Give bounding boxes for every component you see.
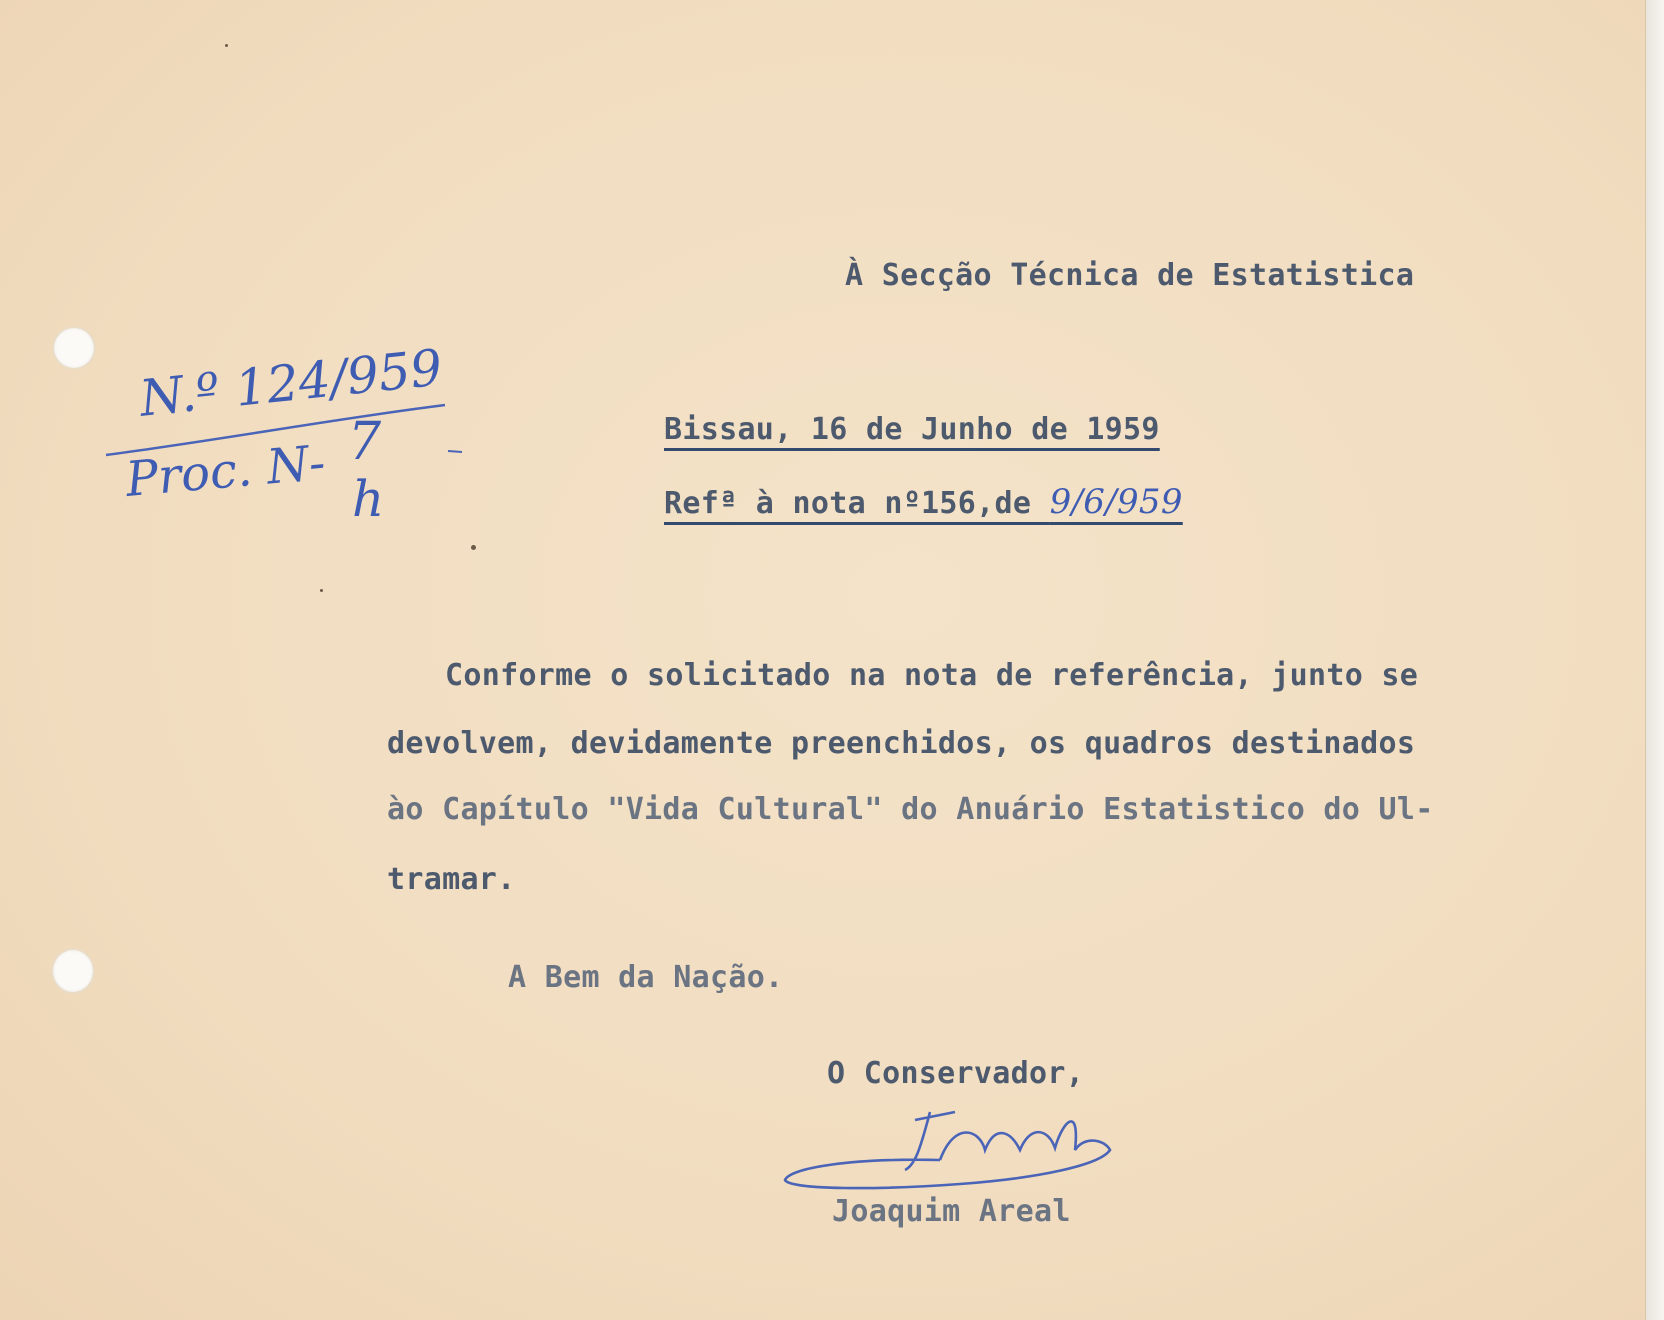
- body-line-3: ào Capítulo "Vida Cultural" do Anuário Estatistico do Ul-: [387, 792, 1434, 827]
- annotation-fraction-line: [106, 405, 445, 455]
- handwritten-process-label: Proc. N-: [123, 434, 328, 508]
- body-line-2: devolvem, devidamente preenchidos, os quadros destinados: [387, 726, 1416, 761]
- closing-line: A Bem da Nação.: [508, 960, 784, 995]
- signatory-name: Joaquim Areal: [832, 1194, 1071, 1229]
- handwritten-reference-number: N.º 124/959: [136, 338, 445, 428]
- signature-scribble: [785, 1112, 1110, 1188]
- handwritten-fraction-denominator: h: [352, 470, 385, 528]
- handwritten-fraction-numerator: 7: [348, 412, 382, 472]
- place-and-date: Bissau, 16 de Junho de 1959: [664, 412, 1160, 447]
- signatory-title: O Conservador,: [827, 1056, 1085, 1091]
- reference-prefix: Refª à nota nº156,de: [664, 486, 1050, 521]
- reference-line: [664, 482, 1183, 522]
- recipient-line: À Secção Técnica de Estatistica: [845, 258, 1415, 293]
- body-line-1: Conforme o solicitado na nota de referência, junto se: [445, 658, 1419, 693]
- reference-date: 9/6/959: [1049, 482, 1183, 522]
- annotation-tick: [448, 451, 462, 452]
- body-line-4: tramar.: [387, 862, 516, 897]
